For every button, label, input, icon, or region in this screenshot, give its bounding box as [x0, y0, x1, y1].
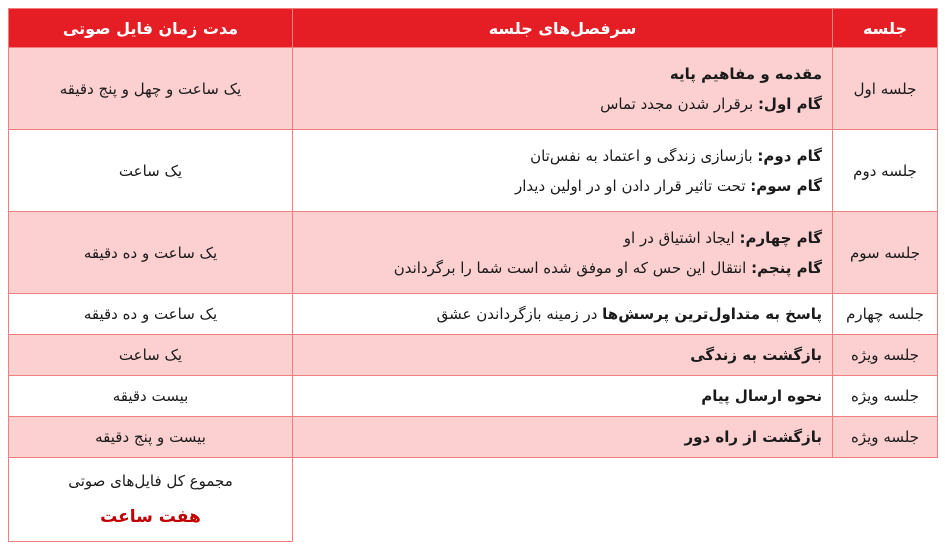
topics-cell: [293, 376, 833, 417]
header-row: [9, 9, 938, 48]
table-row: [9, 417, 938, 458]
topic-text: انتقال این حس که او موفق شده است شما را برگرداندن: [393, 258, 752, 277]
topic-bold: گام چهارم:: [739, 228, 822, 247]
topic-line: [301, 223, 822, 253]
topic-line: [301, 59, 822, 89]
session-cell: جلسه ویژه: [833, 376, 938, 417]
table-row: [9, 335, 938, 376]
topics-cell: [293, 417, 833, 458]
session-cell: جلسه ویژه: [833, 417, 938, 458]
topics-cell: [293, 212, 833, 294]
topic-text: در زمینه بازگرداندن عشق: [436, 305, 603, 323]
duration-cell: بیست دقیقه: [9, 376, 293, 417]
topic-line: [301, 253, 822, 283]
topic-bold: گام پنجم:: [751, 258, 822, 277]
sessions-table-wrapper: [8, 8, 937, 542]
table-row: [9, 212, 938, 294]
topic-line: [301, 299, 822, 329]
table-row: [9, 48, 938, 130]
topic-bold: بازگشت از راه دور: [684, 428, 822, 446]
topic-line: [301, 422, 822, 452]
topics-cell: [293, 130, 833, 212]
sessions-table: [8, 8, 938, 542]
topic-bold: پاسخ به متداول‌ترین پرسش‌ها: [602, 305, 822, 323]
header-duration: مدت زمان فایل صوتی: [9, 9, 293, 48]
session-cell: جلسه ویژه: [833, 335, 938, 376]
topic-bold: بازگشت به زندگی: [690, 346, 822, 364]
table-row: [9, 376, 938, 417]
empty-cell: [293, 458, 833, 542]
topics-cell: [293, 48, 833, 130]
duration-cell: بیست و پنج دقیقه: [9, 417, 293, 458]
header-topics: سرفصل‌های جلسه: [293, 9, 833, 48]
total-label: مجموع کل فایل‌های صوتی: [68, 471, 233, 490]
topic-bold: گام اول:: [757, 94, 822, 113]
session-cell: جلسه دوم: [833, 130, 938, 212]
topic-line: [301, 171, 822, 201]
duration-cell: یک ساعت: [9, 130, 293, 212]
topic-text: برقرار شدن مجدد تماس: [600, 94, 758, 113]
topic-text: ایجاد اشتیاق در او: [623, 228, 740, 247]
empty-cell: [833, 458, 938, 542]
topic-text: تحت تاثیر قرار دادن او در اولین دیدار: [515, 176, 751, 195]
topic-line: [301, 89, 822, 119]
topic-bold: گام سوم:: [750, 176, 822, 195]
duration-cell: یک ساعت و ده دقیقه: [9, 212, 293, 294]
duration-cell: یک ساعت و ده دقیقه: [9, 294, 293, 335]
topic-line: [301, 381, 822, 411]
topic-line: [301, 340, 822, 370]
duration-cell: یک ساعت و چهل و پنج دقیقه: [9, 48, 293, 130]
total-cell: [9, 458, 293, 542]
session-cell: جلسه اول: [833, 48, 938, 130]
topic-bold: مقدمه و مفاهیم پایه: [669, 64, 822, 83]
total-row: [9, 458, 938, 542]
topic-text: بازسازی زندگی و اعتماد به نفس‌تان: [530, 146, 758, 165]
session-cell: جلسه چهارم: [833, 294, 938, 335]
duration-cell: یک ساعت: [9, 335, 293, 376]
total-value: هفت ساعت: [100, 506, 201, 527]
table-row: [9, 130, 938, 212]
topic-line: [301, 141, 822, 171]
topics-cell: [293, 294, 833, 335]
topic-bold: نحوه ارسال پیام: [701, 387, 822, 405]
topic-bold: گام دوم:: [757, 146, 822, 165]
table-row: [9, 294, 938, 335]
header-session: جلسه: [833, 9, 938, 48]
session-cell: جلسه سوم: [833, 212, 938, 294]
topics-cell: [293, 335, 833, 376]
